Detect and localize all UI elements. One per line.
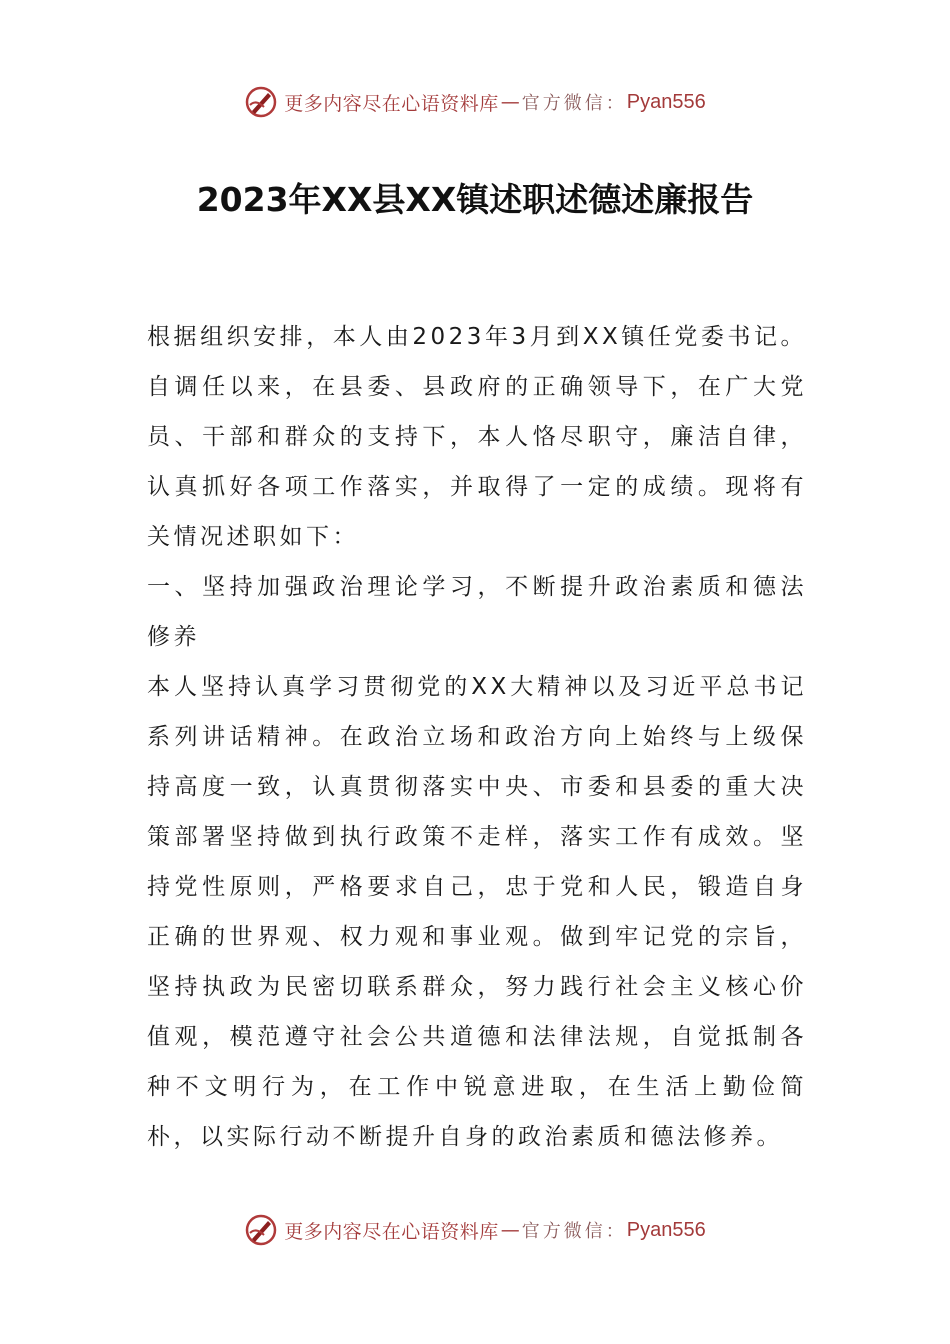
document-title: 2023年XX县XX镇述职述德述廉报告: [196, 180, 754, 219]
header-watermark-banner: [0, 82, 950, 122]
banner-dash: —: [500, 1219, 520, 1241]
banner-text: 更多内容尽在心语资料库: [284, 92, 499, 115]
footer-watermark-banner: [0, 1210, 950, 1250]
banner-text: 更多内容尽在心语资料库: [284, 1220, 499, 1243]
banner-wechat-label: 官方微信：: [521, 1221, 627, 1242]
section-heading-1: 一、坚持加强政治理论学习，不断提升政治素质和德法修养: [147, 574, 807, 650]
pen-logo-icon: [244, 85, 278, 119]
banner-wechat-id: Pyan556: [626, 1218, 706, 1241]
banner-wechat-label: 官方微信：: [521, 93, 627, 114]
paragraph-intro: 根据组织安排，本人由2023年3月到XX镇任党委书记。自调任以来，在县委、县政府的正确领导下，在广大党员、干部和群众的支持下，本人恪尽职守，廉洁自律，认真抓好各项工作落实，并取得了一定的成绩。现将有关情况述职如下：: [147, 324, 807, 550]
banner-wechat-id: Pyan556: [626, 90, 706, 113]
banner-dash: —: [500, 91, 520, 113]
document-body: [147, 312, 807, 1162]
pen-logo-icon: [244, 1213, 278, 1247]
paragraph-section-1: 本人坚持认真学习贯彻党的XX大精神以及习近平总书记系列讲话精神。在政治立场和政治方向上始终与上级保持高度一致，认真贯彻落实中央、市委和县委的重大决策部署坚持做到执行政策不走样，落实工作有成效。坚持党性原则，严格要求自己，忠于党和人民，锻造自身正确的世界观、权力观和事业观。做到牢记党的宗旨，坚持执政为民密切联系群众，努力践行社会主义核心价值观，模范遵守社会公共道德和法律法规，自觉抵制各种不文明行为，在工作中锐意进取，在生活上勤俭简朴，以实际行动不断提升自身的政治素质和德法修养。: [147, 674, 807, 1150]
